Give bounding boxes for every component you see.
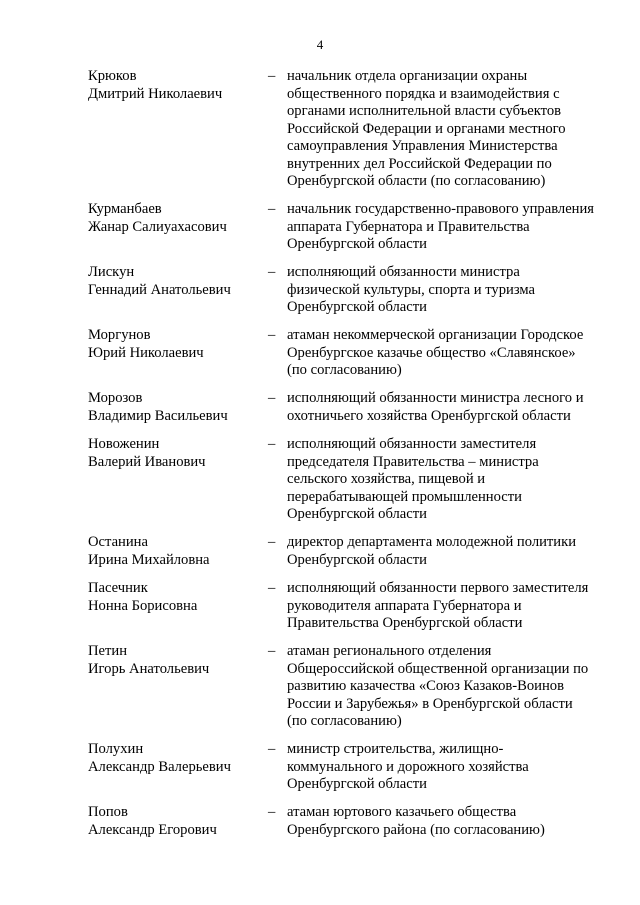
description-line: Оренбургской области (по согласованию) (287, 173, 546, 189)
description-line: атаман юртового казачьего общества (287, 804, 517, 820)
description-line: общественного порядка и взаимодействия с (287, 85, 560, 102)
surname: Крюков (88, 68, 137, 84)
given-name: Ирина Михайловна (88, 551, 210, 568)
given-name: Александр Валерьевич (88, 758, 231, 775)
person-name (88, 327, 263, 362)
description-line: директор департамента молодежной политики (287, 534, 577, 550)
person-name (88, 201, 263, 236)
person-name (88, 264, 263, 299)
person-name (88, 741, 263, 776)
surname: Новоженин (88, 436, 160, 452)
position-description (287, 264, 622, 317)
given-name: Жанар Салиуахасович (88, 218, 227, 235)
dash: – (268, 327, 276, 343)
surname: Моргунов (88, 327, 151, 343)
description-line: руководителя аппарата Губернатора и (287, 597, 522, 614)
description-line: атаман некоммерческой организации Городское (287, 327, 584, 343)
description-line: коммунального и дорожного хозяйства (287, 758, 529, 775)
description-line: Оренбургской области (287, 551, 427, 568)
position-description (287, 741, 622, 794)
position-description (287, 201, 622, 254)
description-line: Оренбургской области (287, 776, 427, 792)
description-line: исполняющий обязанности заместителя (287, 436, 537, 452)
given-name: Нонна Борисовна (88, 597, 198, 614)
given-name: Дмитрий Николаевич (88, 85, 223, 102)
page-number: 4 (316, 37, 324, 52)
given-name: Игорь Анатольевич (88, 660, 210, 677)
person-name (88, 580, 263, 615)
given-name: Александр Егорович (88, 821, 217, 838)
description-line: атаман регионального отделения (287, 643, 492, 659)
description-line: самоуправления Управления Министерства (287, 138, 558, 154)
description-line: начальник государственно-правового управления (287, 201, 595, 217)
dash: – (268, 390, 276, 406)
description-line: Оренбургской области (287, 299, 427, 315)
position-description (287, 643, 622, 731)
description-line: органами исполнительной власти субъектов (287, 103, 562, 119)
position-description (287, 804, 622, 839)
given-name: Юрий Николаевич (88, 344, 204, 361)
description-line: председателя Правительства – министра (287, 453, 539, 470)
dash: – (268, 534, 276, 550)
position-description (287, 436, 622, 524)
description-line: исполняющий обязанности министра (287, 264, 520, 280)
dash: – (268, 68, 276, 84)
description-line: перерабатывающей промышленности (287, 488, 522, 505)
person-name (88, 436, 263, 471)
description-line: исполняющий обязанности министра лесного и (287, 390, 584, 406)
surname: Останина (88, 534, 148, 550)
dash: – (268, 580, 276, 596)
surname: Попов (88, 804, 128, 820)
description-line: (по согласованию) (287, 362, 402, 378)
dash: – (268, 436, 276, 452)
description-line: Оренбургской области (287, 506, 427, 522)
person-name (88, 68, 263, 103)
surname: Лискун (88, 264, 135, 280)
description-line: Общероссийской общественной организации по (287, 660, 589, 677)
description-line: Оренбургской области (287, 236, 427, 252)
surname: Морозов (88, 390, 143, 406)
dash: – (268, 741, 276, 757)
surname: Полухин (88, 741, 144, 757)
dash: – (268, 643, 276, 659)
person-name (88, 390, 263, 425)
description-line: России и Зарубежья» в Оренбургской области (287, 695, 573, 712)
surname: Петин (88, 643, 128, 659)
dash: – (268, 264, 276, 280)
description-line: внутренних дел Российской Федерации по (287, 155, 552, 172)
position-description (287, 390, 622, 425)
person-name (88, 804, 263, 839)
position-description (287, 327, 622, 380)
description-line: Российской Федерации и органами местного (287, 120, 566, 137)
description-line: министр строительства, жилищно- (287, 741, 504, 757)
given-name: Геннадий Анатольевич (88, 281, 231, 298)
description-line: сельского хозяйства, пищевой и (287, 471, 486, 487)
description-line: начальник отдела организации охраны (287, 68, 528, 84)
person-name (88, 643, 263, 678)
position-description (287, 534, 622, 569)
description-line: развитию казачества «Союз Казаков-Воинов (287, 678, 564, 694)
given-name: Владимир Васильевич (88, 407, 228, 424)
given-name: Валерий Иванович (88, 453, 206, 470)
dash: – (268, 804, 276, 820)
description-line: физической культуры, спорта и туризма (287, 281, 535, 298)
surname: Курманбаев (88, 201, 162, 217)
description-line: Оренбургское казачье общество «Славянское» (287, 344, 576, 361)
description-line: охотничьего хозяйства Оренбургской области (287, 407, 571, 424)
position-description (287, 580, 622, 633)
surname: Пасечник (88, 580, 148, 596)
description-line: аппарата Губернатора и Правительства (287, 218, 530, 235)
description-line: Оренбургского района (по согласованию) (287, 821, 545, 838)
position-description (287, 68, 622, 191)
dash: – (268, 201, 276, 217)
person-name (88, 534, 263, 569)
description-line: исполняющий обязанности первого заместителя (287, 580, 589, 596)
description-line: (по согласованию) (287, 713, 402, 729)
description-line: Правительства Оренбургской области (287, 615, 523, 631)
